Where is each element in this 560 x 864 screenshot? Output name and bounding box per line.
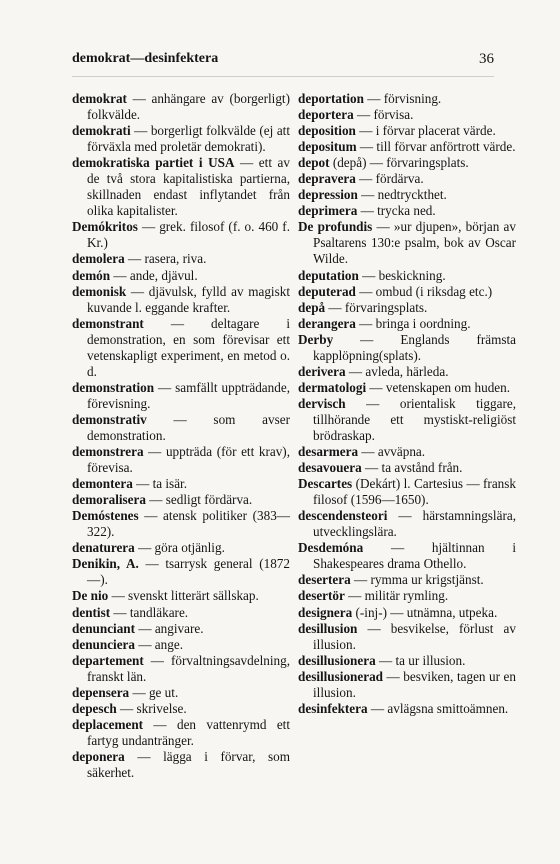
entry-headword: demón — [72, 267, 111, 283]
dictionary-entry — [72, 476, 290, 492]
entry-definition: — svenskt litterärt sällskap. — [108, 588, 259, 604]
entry-definition: — besvikelse, förlust av illusion. — [313, 620, 516, 652]
dictionary-entry — [72, 621, 290, 637]
entry-headword: Denikin, A. — [72, 556, 139, 572]
dictionary-entry — [298, 123, 516, 139]
dictionary-entry — [298, 91, 516, 107]
entry-definition: — orientalisk tiggare, tillhörande ett mystiskt-religiöst brödraskap. — [313, 395, 516, 443]
dictionary-entry — [72, 284, 290, 316]
dictionary-entry — [298, 588, 516, 604]
entry-headword: Derby — [298, 331, 334, 347]
dictionary-entry — [298, 508, 516, 540]
entry-definition: — den vattenrymd ett fartyg undantränger. — [87, 716, 290, 748]
dictionary-entry — [298, 572, 516, 588]
entry-headword: deputerad — [298, 283, 356, 299]
entry-definition: — avlägsna smittoämnen. — [367, 700, 509, 716]
dictionary-entry — [298, 171, 516, 187]
entry-headword: depravera — [298, 171, 356, 187]
entry-definition: — fördärva. — [355, 171, 424, 187]
dictionary-entry — [72, 540, 290, 556]
entry-headword: depesch — [72, 700, 117, 716]
entry-definition: — avleda, härleda. — [345, 363, 449, 379]
dictionary-entry — [72, 123, 290, 155]
dictionary-entry — [72, 701, 290, 717]
dictionary-entry — [298, 380, 516, 396]
entry-headword: deponera — [72, 748, 125, 764]
entry-definition: — beskickning. — [358, 267, 446, 283]
entry-headword: deprimera — [298, 203, 358, 219]
entry-headword: denunciant — [72, 620, 136, 636]
entry-headword: desillusion — [298, 620, 358, 636]
entry-definition: — skrivelse. — [116, 700, 187, 716]
entry-headword: desavouera — [298, 460, 362, 476]
entry-headword: demokrati — [72, 123, 131, 139]
entry-definition: — ett av de två stora kapitalistiska partierna, skillnaden endast inflytandet från olika kapitalister. — [87, 155, 290, 219]
dictionary-entry — [72, 653, 290, 685]
dictionary-entry — [72, 155, 290, 219]
header-rule — [72, 76, 494, 77]
entry-headword: depå — [298, 299, 326, 315]
entry-headword: desertör — [298, 588, 345, 604]
entry-headword: desertera — [298, 572, 351, 588]
entry-definition: — atensk politiker (383—322). — [87, 508, 290, 540]
dictionary-entry — [72, 605, 290, 621]
entry-headword: demontera — [72, 476, 133, 492]
entry-headword: derangera — [298, 315, 356, 331]
entry-definition: — samfällt uppträdande, förevisning. — [87, 379, 290, 411]
dictionary-entry — [298, 155, 516, 171]
entry-definition: — ge ut. — [129, 684, 179, 700]
dictionary-entry — [298, 701, 516, 717]
entry-definition: — vetenskapen om huden. — [366, 379, 511, 395]
dictionary-entry — [298, 621, 516, 653]
entry-headword: De nio — [72, 588, 109, 604]
left-column — [72, 91, 290, 781]
entry-headword: demokratiska partiet i USA — [72, 155, 235, 171]
entry-definition: — nedtryckthet. — [357, 187, 447, 203]
entry-definition: — uppträda (för ett krav), förevisa. — [87, 444, 290, 476]
entry-headword: deportation — [298, 91, 364, 106]
dictionary-entry — [298, 669, 516, 701]
dictionary-entry — [298, 300, 516, 316]
entry-definition: — rasera, riva. — [124, 251, 207, 267]
dictionary-entry — [298, 219, 516, 267]
entry-definition: — ande, djävul. — [110, 267, 198, 283]
entry-definition: — borgerligt folkvälde (ej att förväxla med proletär demokrati). — [87, 123, 290, 155]
entry-definition: — avväpna. — [358, 444, 426, 460]
entry-definition: — ange. — [135, 636, 183, 652]
dictionary-entry — [72, 508, 290, 540]
entry-headword: demonstrera — [72, 444, 144, 460]
entry-headword: derivera — [298, 363, 346, 379]
entry-headword: depensera — [72, 684, 130, 700]
entry-headword: deportera — [298, 107, 354, 123]
entry-headword: deplacement — [72, 716, 144, 732]
entry-headword: denunciera — [72, 636, 136, 652]
entry-headword: dervisch — [298, 395, 346, 411]
entry-headword: demonstrant — [72, 315, 144, 331]
dictionary-entry — [298, 653, 516, 669]
dictionary-entry — [72, 637, 290, 653]
dictionary-entry — [298, 316, 516, 332]
page-number: 36 — [479, 51, 494, 67]
entry-headword: depositum — [298, 139, 357, 155]
entry-definition: — förvisa. — [353, 107, 414, 123]
entry-definition: — rymma ur krigstjänst. — [350, 572, 484, 588]
entry-definition: — tandläkare. — [110, 604, 189, 620]
entry-headword: Demóstenes — [72, 508, 139, 524]
entry-headword: depression — [298, 187, 358, 203]
dictionary-entry — [298, 364, 516, 380]
entry-definition: — grek. filosof (f. o. 460 f. Kr.) — [87, 219, 290, 251]
dictionary-entry — [298, 476, 516, 508]
entry-definition: — djävulsk, fylld av magiskt kuvande l. eggande krafter. — [87, 283, 290, 315]
entry-headword: denaturera — [72, 540, 135, 556]
entry-definition: (depå) — förvaringsplats. — [329, 155, 469, 171]
entry-definition: — angivare. — [135, 620, 204, 636]
dictionary-entry — [298, 540, 516, 572]
dictionary-entry — [298, 332, 516, 364]
entry-headword: dentist — [72, 604, 111, 620]
dictionary-entry — [72, 556, 290, 588]
entry-headword: dermatologi — [298, 379, 367, 395]
entry-definition: — hjältinnan i Shakespeares drama Othello. — [313, 540, 516, 572]
dictionary-entry — [72, 492, 290, 508]
dictionary-entry — [298, 107, 516, 123]
dictionary-entry — [298, 605, 516, 621]
dictionary-entry — [298, 460, 516, 476]
dictionary-entry — [298, 203, 516, 219]
entry-headword: De profundis — [298, 219, 373, 235]
dictionary-entry — [298, 284, 516, 300]
entry-headword: departement — [72, 652, 144, 668]
dictionary-entry — [298, 268, 516, 284]
entry-headword: demonstrativ — [72, 411, 147, 427]
entry-headword: descendensteori — [298, 508, 388, 524]
entry-headword: depot — [298, 155, 330, 171]
dictionary-entry — [72, 268, 290, 284]
running-head-title: demokrat—desinfektera — [72, 51, 219, 66]
dictionary-entry — [72, 588, 290, 604]
dictionary-entry — [72, 380, 290, 412]
entry-headword: Descartes — [298, 476, 353, 492]
entry-definition: — göra otjänlig. — [134, 540, 225, 556]
entry-headword: demolera — [72, 251, 125, 267]
dictionary-entry — [72, 219, 290, 251]
entry-definition: — ta avstånd från. — [361, 460, 463, 476]
dictionary-entry — [72, 717, 290, 749]
entry-definition: — »ur djupen», början av Psaltarens 130:e psalm, bok av Oscar Wilde. — [313, 219, 516, 267]
entry-definition: — förvisning. — [363, 91, 442, 106]
running-head — [72, 51, 494, 71]
entry-definition: — som avser demonstration. — [87, 411, 290, 443]
entry-definition: — Englands främsta kapplöpning(splats). — [313, 331, 516, 363]
dictionary-entry — [72, 251, 290, 267]
entry-headword: desarmera — [298, 444, 359, 460]
entry-headword: deposition — [298, 123, 356, 139]
entry-headword: demoralisera — [72, 492, 146, 508]
entry-definition: — deltagare i demonstration, en som förevisar ett vetenskapligt experiment, en metod o. d. — [87, 315, 290, 379]
entry-definition: — sedligt fördärva. — [145, 492, 253, 508]
entry-definition: — förvaringsplats. — [325, 299, 428, 315]
entry-definition: — i förvar placerat värde. — [355, 123, 496, 139]
dictionary-entry — [72, 316, 290, 380]
entry-definition: — förvaltningsavdelning, franskt län. — [87, 652, 290, 684]
dictionary-entry — [72, 749, 290, 781]
entry-definition: — bringa i oordning. — [355, 315, 471, 331]
entry-definition: — anhängare av (borgerligt) folkvälde. — [87, 91, 290, 123]
dictionary-entry — [298, 139, 516, 155]
dictionary-entry — [72, 685, 290, 701]
entry-definition: — ta ur illusion. — [375, 652, 466, 668]
entry-headword: Demókritos — [72, 219, 138, 235]
entry-headword: Desdemóna — [298, 540, 364, 556]
entry-definition: — ombud (i riksdag etc.) — [355, 283, 493, 299]
entry-definition: — härstamningslära, utvecklingslära. — [313, 508, 516, 540]
entry-headword: deputation — [298, 267, 359, 283]
dictionary-entry — [298, 444, 516, 460]
entry-definition: — tsarrysk general (1872—). — [87, 556, 290, 588]
entry-headword: designera — [298, 604, 353, 620]
entry-definition: (Dekárt) l. Cartesius — fransk filosof (1596—1650). — [313, 476, 516, 508]
entry-definition: — besviken, tagen ur en illusion. — [313, 668, 516, 700]
entry-definition: — lägga i förvar, som säkerhet. — [87, 748, 290, 780]
entry-headword: desillusionera — [298, 652, 376, 668]
entry-headword: demonstration — [72, 379, 155, 395]
dictionary-entry — [72, 444, 290, 476]
entry-headword: demokrat — [72, 91, 127, 106]
entry-definition: — ta isär. — [132, 476, 188, 492]
dictionary-entry — [298, 396, 516, 444]
entry-definition: (-inj-) — utnämna, utpeka. — [352, 604, 498, 620]
entry-definition: — trycka ned. — [357, 203, 436, 219]
dictionary-entry — [298, 187, 516, 203]
dictionary-entry — [72, 91, 290, 123]
right-column — [298, 91, 516, 717]
entry-definition: — militär rymling. — [344, 588, 449, 604]
entry-headword: demonisk — [72, 283, 127, 299]
dictionary-entry — [72, 412, 290, 444]
entry-headword: desillusionerad — [298, 668, 384, 684]
entry-headword: desinfektera — [298, 700, 368, 716]
entry-definition: — till förvar anförtrott värde. — [356, 139, 516, 155]
